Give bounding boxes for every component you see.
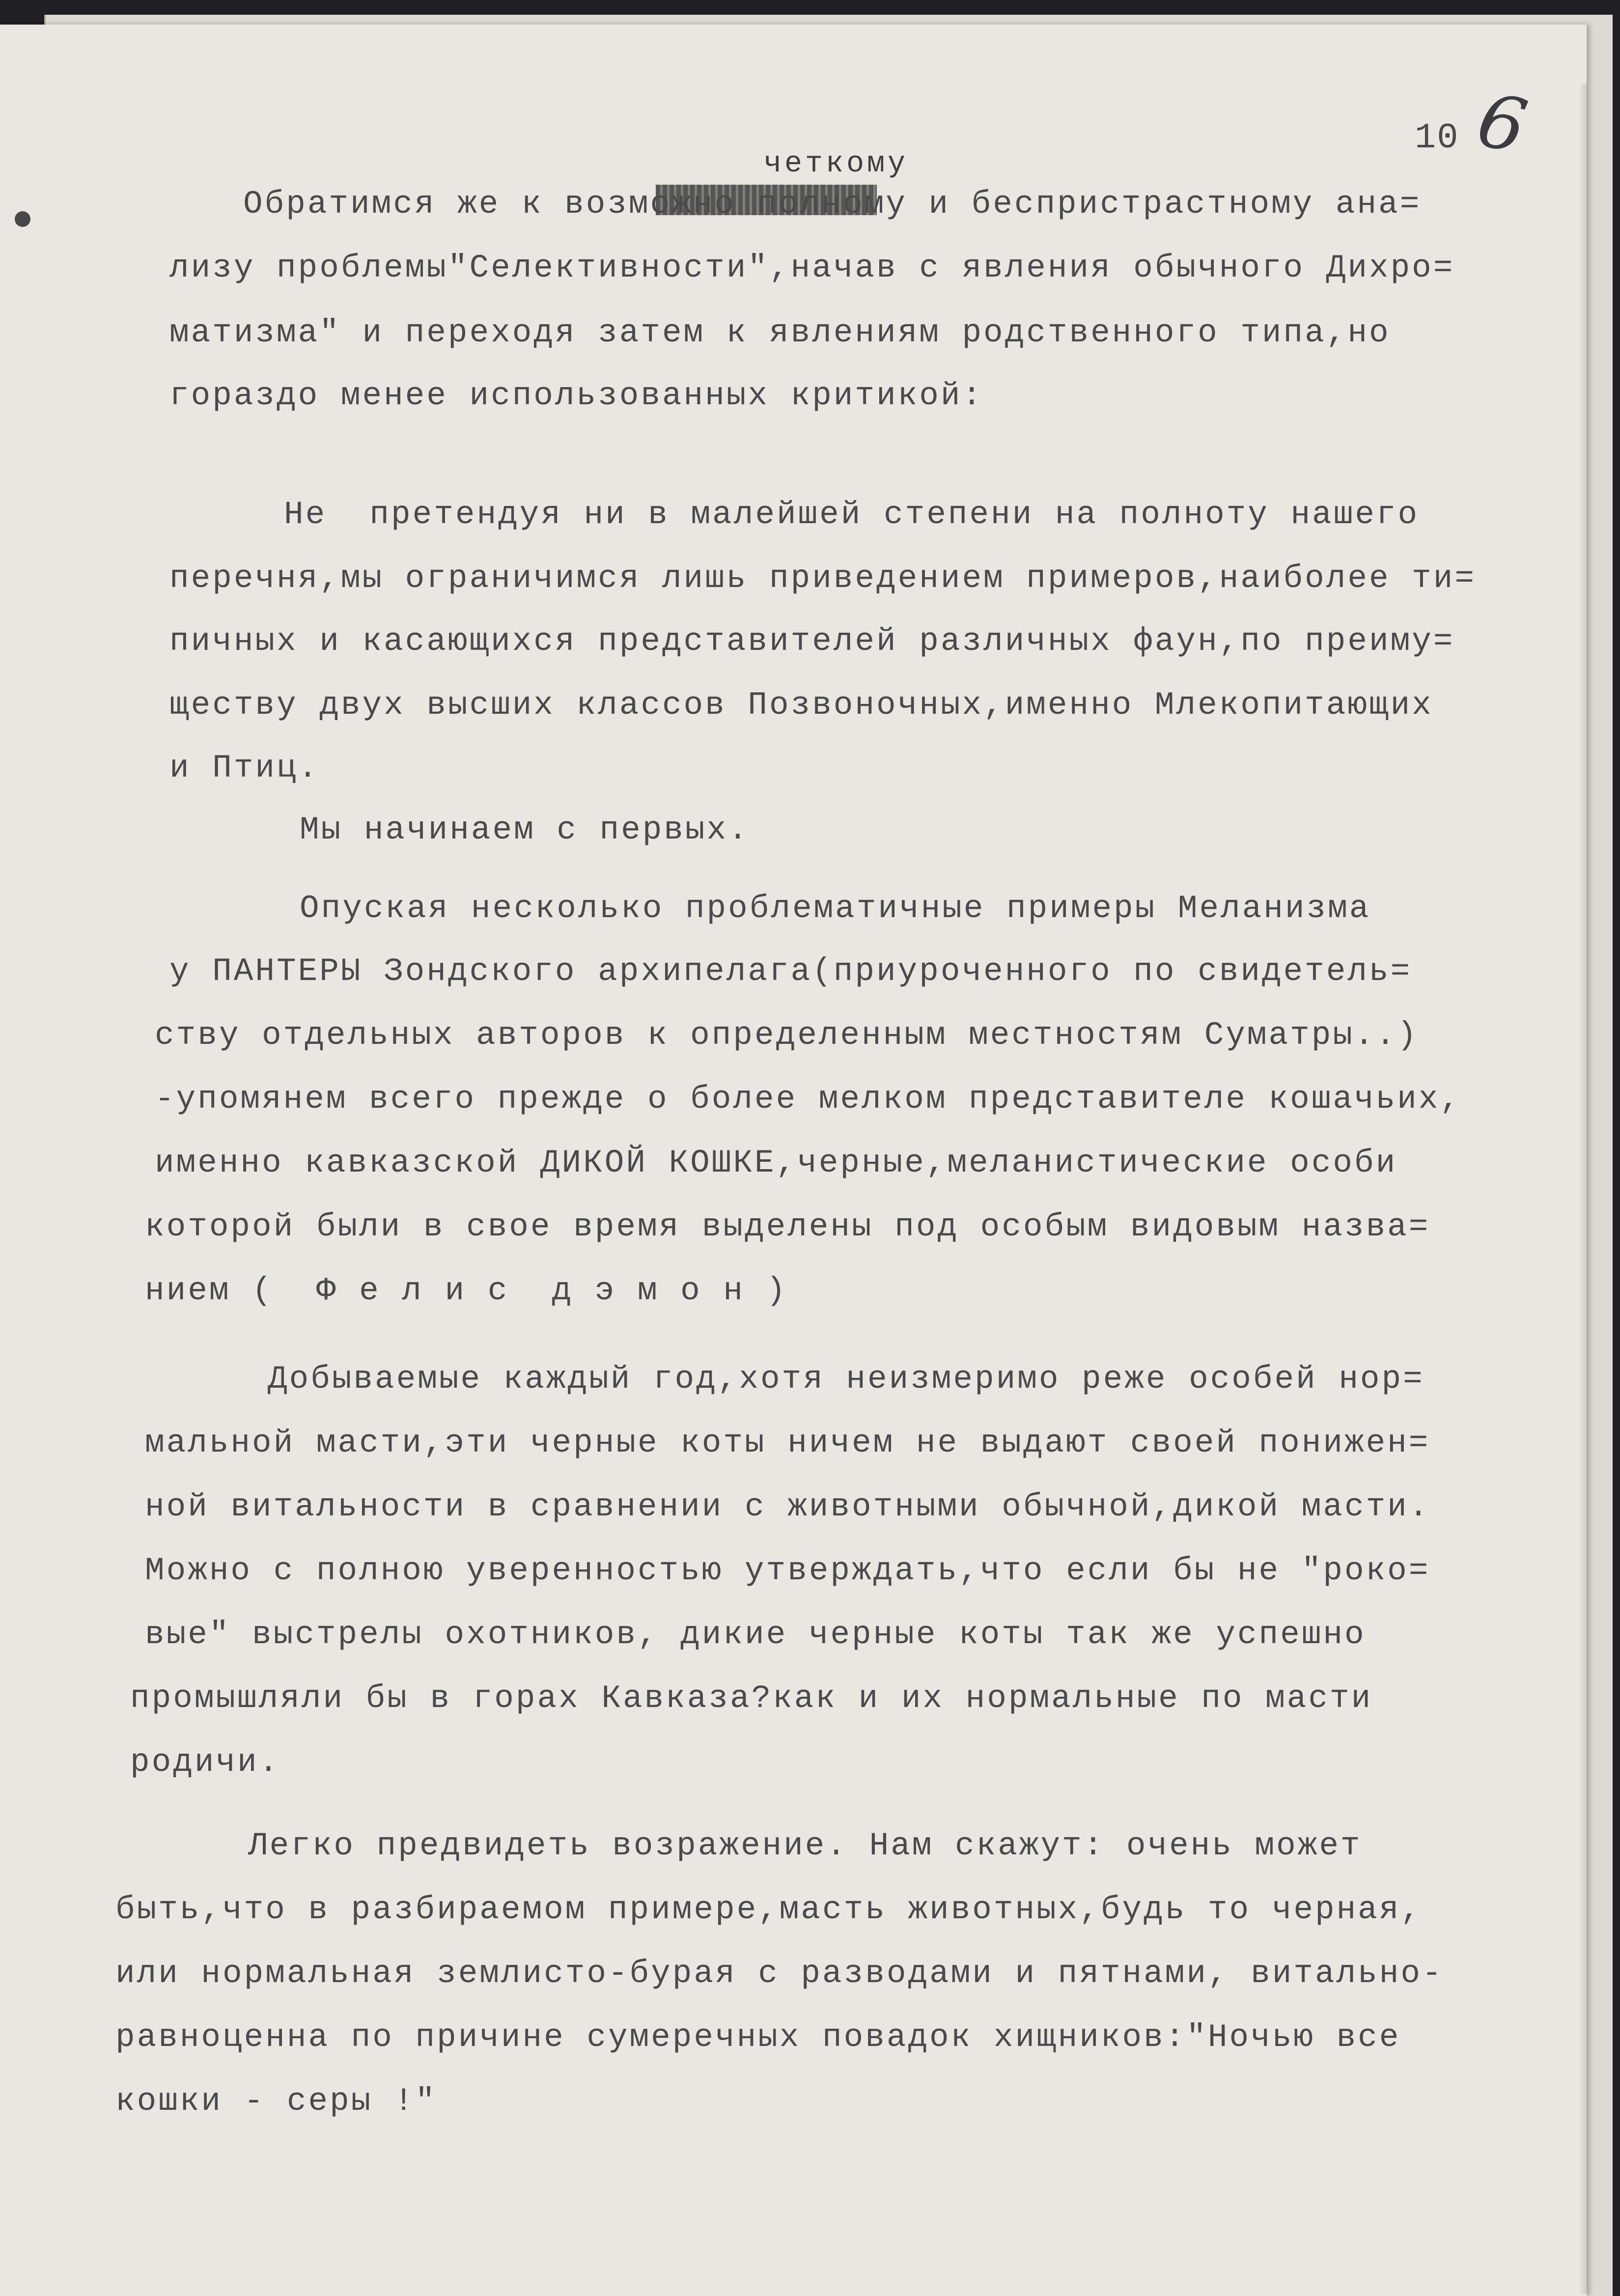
text-line: Добываемые каждый год,хотя неизмеримо реже особей нор= [268, 1361, 1424, 1398]
page-edge [1579, 84, 1587, 2294]
text-line: кошки - серы !" [115, 2083, 437, 2120]
text-line: Можно с полною уверенностью утверждать,что если бы не "роко= [145, 1552, 1430, 1589]
text-line: Обратимся же к возможно полному и беспристрастному ана= [243, 186, 1422, 223]
text-line: именно кавказской ДИКОЙ КОШКЕ,черные,меланистические особи [155, 1145, 1397, 1181]
text-line: -упомянем всего прежде о более мелком представителе кошачьих, [155, 1081, 1461, 1118]
text-line: промышляли бы в горах Кавказа?как и их нормальные по масти [130, 1680, 1373, 1717]
text-line: Легко предвидеть возражение. Нам скажут: очень может [248, 1827, 1362, 1864]
text-line: Мы начинаем с первых. [300, 812, 750, 848]
text-line: и Птиц. [169, 750, 320, 786]
text-line: у ПАНТЕРЫ Зондского архипелага(приуроченного по свидетель= [169, 953, 1412, 990]
text-line: вые" выстрелы охотников, дикие черные коты так же успешно [145, 1616, 1366, 1653]
text-line: гораздо менее использованных критикой: [169, 377, 984, 414]
page-number: 10 [1415, 118, 1459, 158]
text-line: родичи. [130, 1744, 280, 1781]
text-line: ству отдельных авторов к определенным местностям Суматры..) [155, 1017, 1419, 1054]
text-line: перечня,мы ограничимся лишь приведением примеров,наиболее ти= [169, 560, 1476, 597]
handwritten-folio-number: 6 [1470, 77, 1534, 171]
text-line: Не претендуя ни в малейшей степени на полноту нашего [284, 496, 1420, 533]
text-line: пичных и касающихся представителей различных фаун,по преиму= [169, 623, 1455, 660]
punch-hole [15, 211, 30, 227]
typed-insertion: четкому [764, 147, 909, 181]
text-line: ществу двух высших классов Позвоночных,именно Млекопитающих [169, 687, 1433, 724]
text-line: равноценна по причине сумеречных повадок хищников:"Ночью все [115, 2019, 1401, 2056]
text-line: которой были в свое время выделены под особым видовым назва= [145, 1208, 1430, 1245]
text-line: ной витальности в сравнении с животными обычной,дикой масти. [145, 1488, 1430, 1525]
text-line: Опуская несколько проблематичные примеры Меланизма [300, 890, 1371, 927]
text-line: нием ( Ф е л и с д э м о н ) [145, 1272, 788, 1309]
text-line: матизма" и переходя затем к явлениям родственного типа,но [169, 314, 1391, 351]
text-line: лизу проблемы"Селективности",начав с явления обычного Дихро= [169, 250, 1455, 286]
text-line: мальной масти,эти черные коты ничем не выдают своей понижен= [145, 1425, 1430, 1461]
text-line: быть,что в разбираемом примере,масть животных,будь то черная, [115, 1891, 1422, 1928]
text-line: или нормальная землисто-бурая с разводами и пятнами, витально- [115, 1955, 1444, 1992]
